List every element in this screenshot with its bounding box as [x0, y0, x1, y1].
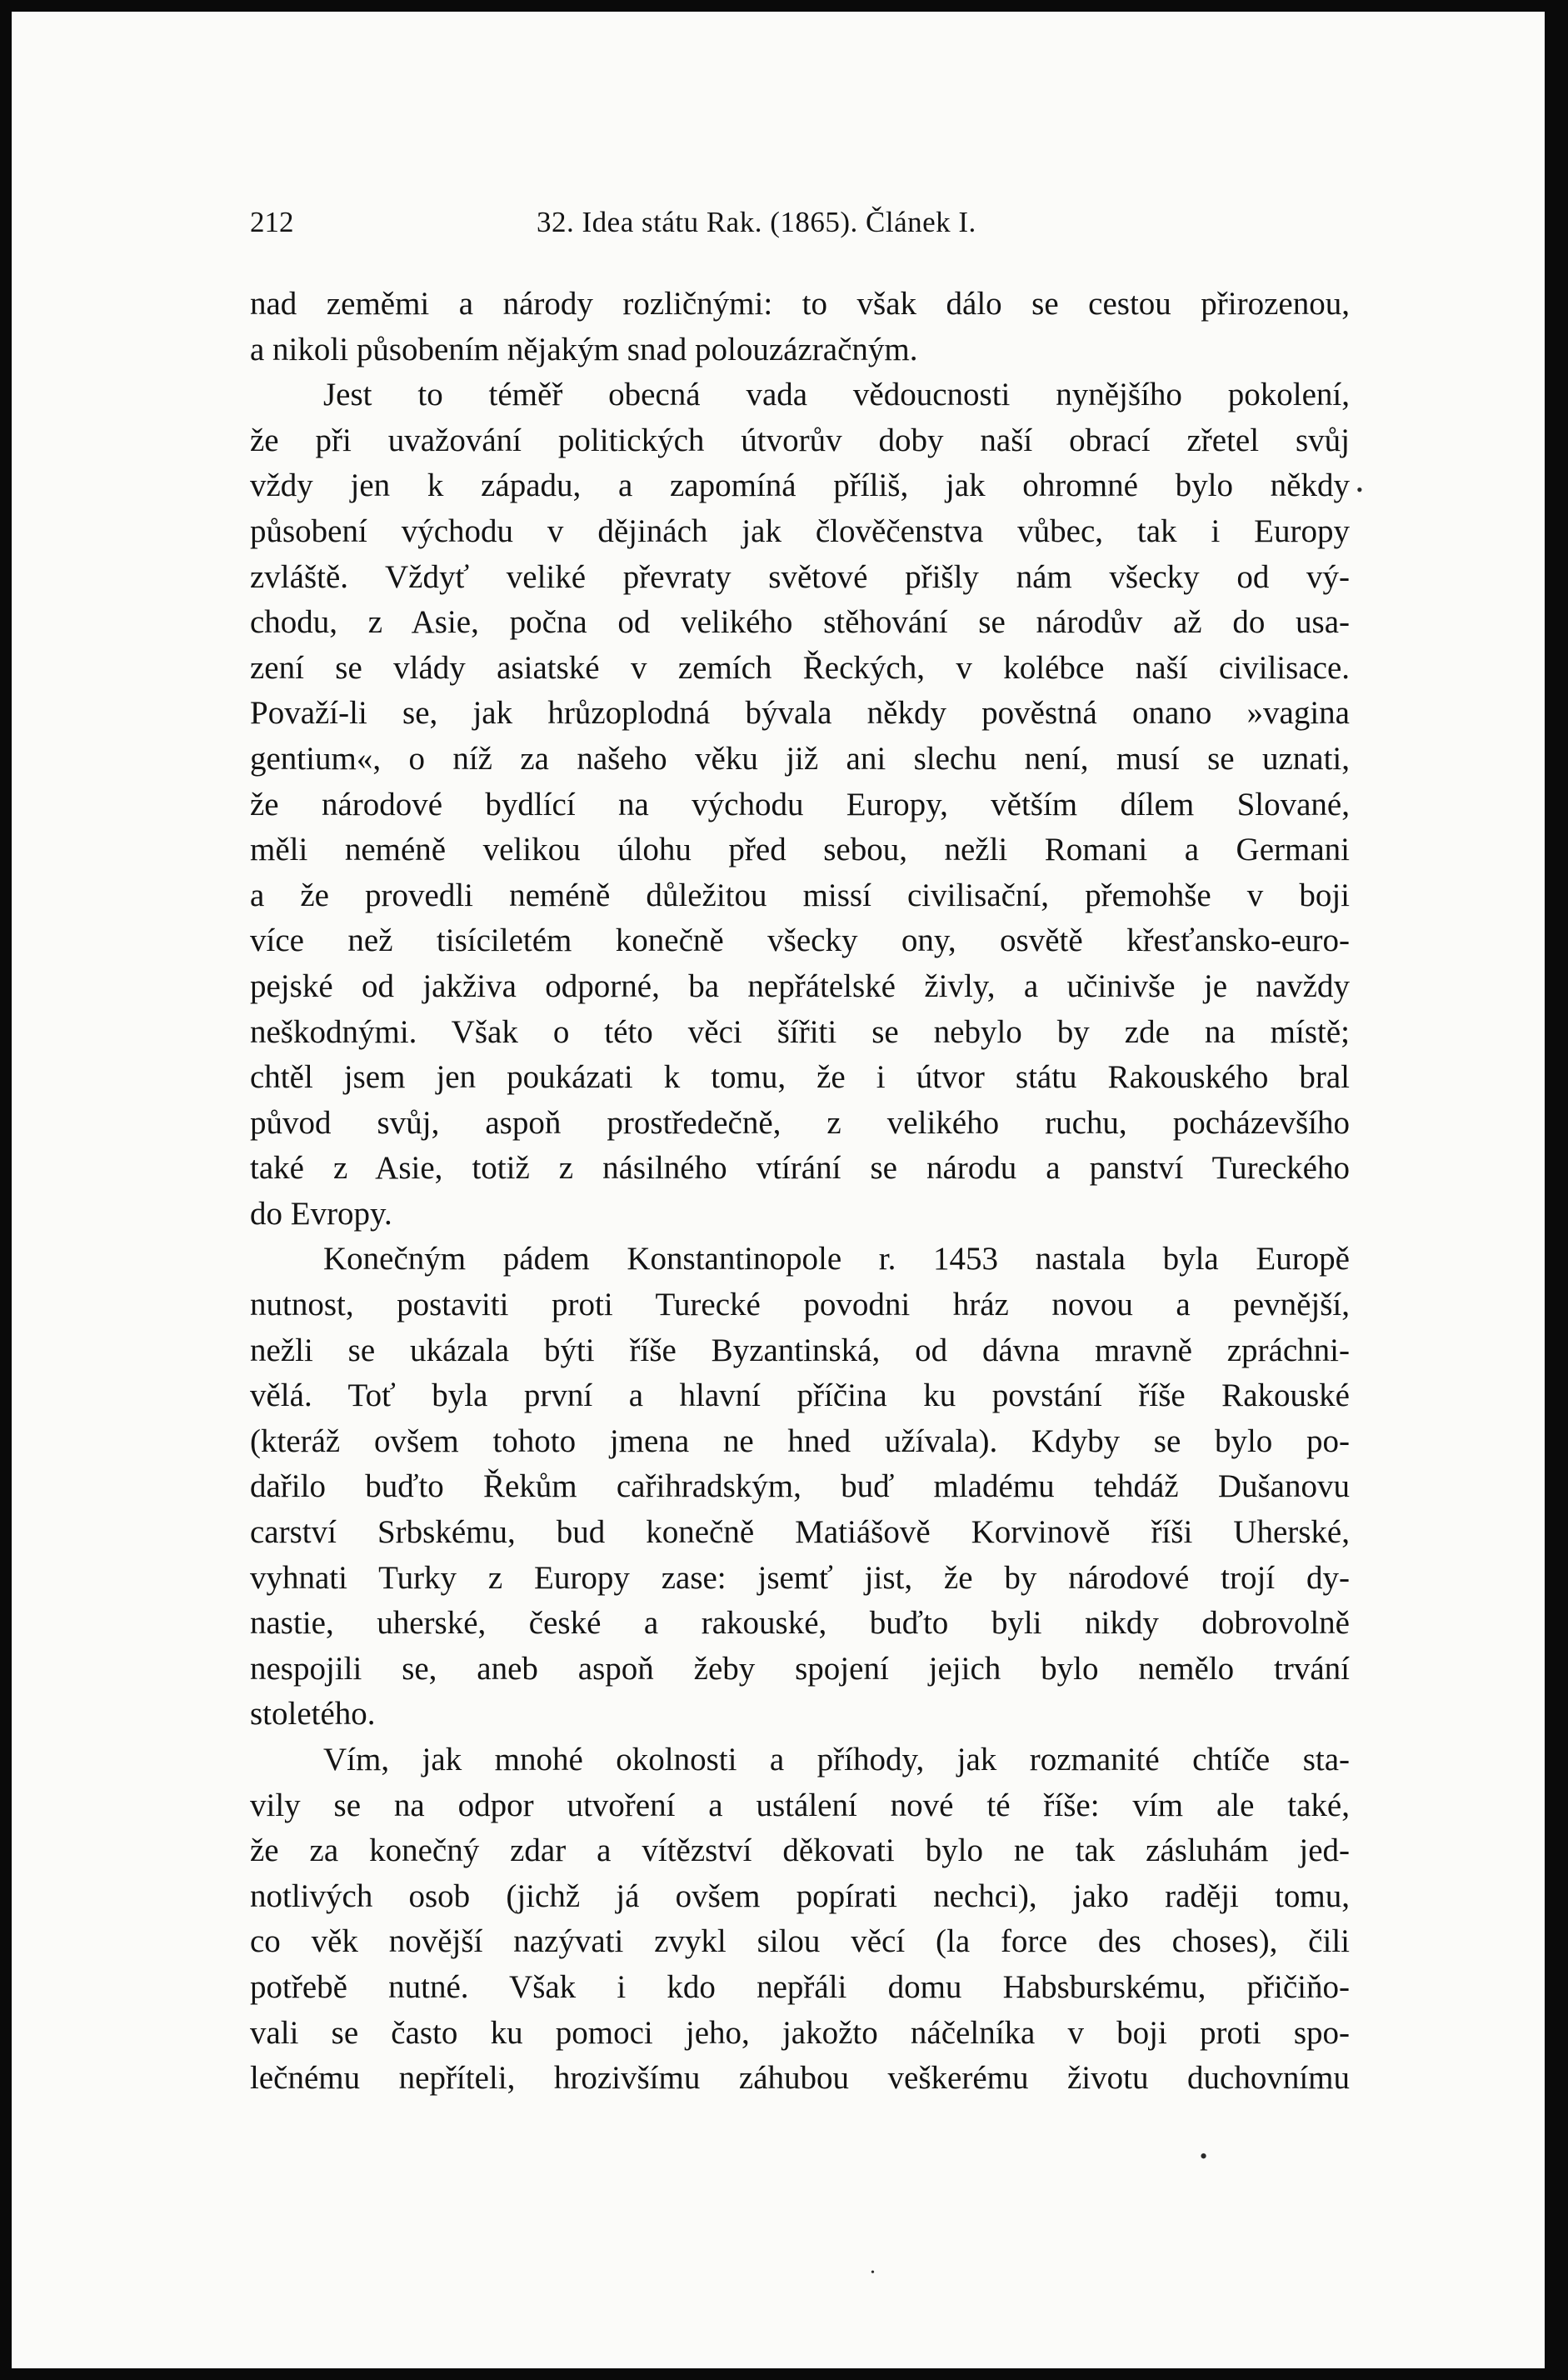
text-line: nutnost, postaviti proti Turecké povodni hráz novou a pevnější,: [250, 1287, 1350, 1323]
page-number: 212: [250, 206, 294, 238]
text-line: chodu, z Asie, počna od velikého stěhování se národův až do usa-: [250, 604, 1350, 641]
text-line: Vím, jak mnohé okolnosti a příhody, jak rozmanité chtíče sta-: [323, 1742, 1350, 1778]
text-line: nespojili se, aneb aspoň žeby spojení jejich bylo nemělo trvání: [250, 1650, 1350, 1687]
text-line: dařilo buďto Řekům cařihradským, buď mladému tehdáž Dušanovu: [250, 1468, 1350, 1505]
text-line: zvláště. Vždyť veliké převraty světové přišly nám všecky od vý-: [250, 558, 1350, 595]
scan-edge: [1545, 0, 1568, 2380]
page-header: [250, 206, 1350, 256]
text-line: vělá. Toť byla první a hlavní příčina ku povstání říše Rakouské: [250, 1378, 1350, 1414]
text-line: nastie, uherské, české a rakouské, buďto byli nikdy dobrovolně: [250, 1605, 1350, 1642]
text-line: měli neméně velikou úlohu před sebou, nežli Romani a Germani: [250, 832, 1350, 868]
text-line: vily se na odpor utvoření a ustálení nové té říše: vím ale také,: [250, 1787, 1350, 1823]
text-line: do Evropy.: [250, 1195, 392, 1232]
text-line: zení se vlády asiatské v zemích Řeckých, v kolébce naší civilisace.: [250, 649, 1350, 686]
text-line: původ svůj, aspoň prostředečně, z velikého ruchu, pocházevšího: [250, 1104, 1350, 1141]
text-line: že národové bydlící na východu Europy, větším dílem Slované,: [250, 786, 1350, 822]
body-text: [250, 282, 1350, 2102]
scan-speck: •: [1356, 479, 1363, 500]
text-line: působení východu v dějinách jak člověčenstva vůbec, tak i Europy: [250, 512, 1350, 549]
text-line: potřebě nutné. Však i kdo nepřáli domu Habsburskému, přičiňo-: [250, 1968, 1350, 2005]
text-line: notlivých osob (jichž já ovšem popírati nechci), jako raději tomu,: [250, 1878, 1350, 1914]
text-line: a že provedli neméně důležitou missí civilisační, přemohše v boji: [250, 877, 1350, 913]
text-line: Konečným pádem Konstantinopole r. 1453 nastala byla Europě: [323, 1241, 1350, 1278]
text-line: vyhnati Turky z Europy zase: jsemť jist, že by národové trojí dy-: [250, 1559, 1350, 1596]
text-line: carství Srbskému, bud konečně Matiášově Korvinově říši Uherské,: [250, 1514, 1350, 1551]
text-line: vždy jen k západu, a zapomíná příliš, jak ohromné bylo někdy: [250, 468, 1350, 504]
text-line: gentium«, o níž za našeho věku již ani slechu není, musí se uznati,: [250, 740, 1350, 777]
text-line: (kteráž ovšem tohoto jmena ne hned užívala). Kdyby se bylo po-: [250, 1422, 1350, 1459]
scan-speck: •: [871, 2267, 875, 2279]
text-line: že za konečný zdar a vítězství děkovati bylo ne tak zásluhám jed-: [250, 1832, 1350, 1869]
text-line: stoletého.: [250, 1696, 376, 1732]
text-line: že při uvažování politických útvorův doby naší obrací zřetel svůj: [250, 422, 1350, 458]
text-line: lečnému nepříteli, hrozivšímu záhubou veškerému životu duchovnímu: [250, 2060, 1350, 2097]
text-line: a nikoli působením nějakým snad polouzázračným.: [250, 331, 918, 368]
text-line: nad zeměmi a národy rozličnými: to však dálo se cestou přirozenou,: [250, 286, 1350, 322]
text-line: více než tisíciletém konečně všecky ony, osvětě křesťansko-euro-: [250, 922, 1350, 959]
running-title: 32. Idea státu Rak. (1865). Článek I.: [537, 206, 976, 238]
text-line: co věk novější nazývati zvykl silou věcí (la force des choses), čili: [250, 1923, 1350, 1960]
text-line: neškodnými. Však o této věci šířiti se nebylo by zde na místě;: [250, 1013, 1350, 1050]
text-line: také z Asie, totiž z násilného vtírání se národu a panství Tureckého: [250, 1150, 1350, 1187]
scan-speck: •: [1200, 2144, 1208, 2168]
text-line: vali se často ku pomoci jeho, jakožto náčelníka v boji proti spo-: [250, 2014, 1350, 2051]
text-line: pejské od jakživa odporné, ba nepřátelské živly, a učinivše je navždy: [250, 968, 1350, 1004]
text-line: Považí-li se, jak hrůzoplodná bývala někdy pověstná onano »vagina: [250, 695, 1350, 732]
text-line: nežli se ukázala býti říše Byzantinská, od dávna mravně zpráchni-: [250, 1332, 1350, 1368]
text-line: chtěl jsem jen poukázati k tomu, že i útvor státu Rakouského bral: [250, 1059, 1350, 1096]
text-line: Jest to téměř obecná vada vědoucnosti nynějšího pokolení,: [323, 377, 1350, 413]
